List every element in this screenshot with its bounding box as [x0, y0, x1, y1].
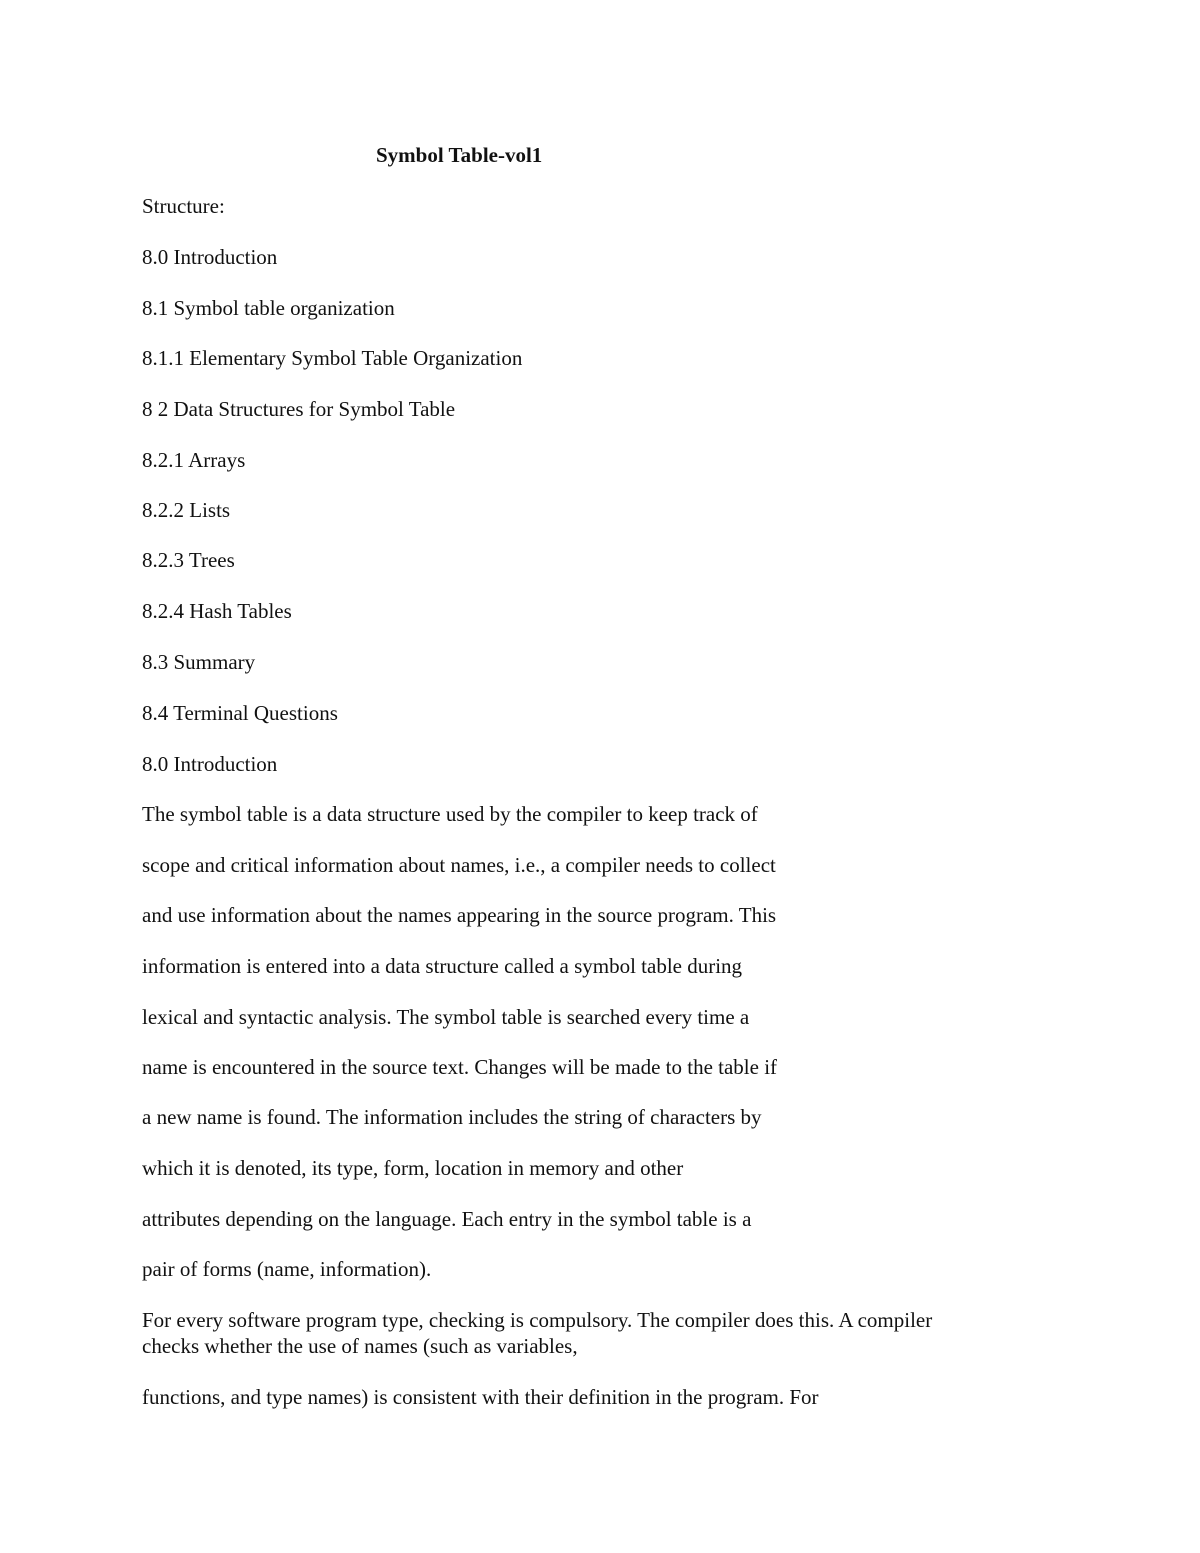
paragraph-line: lexical and syntactic analysis. The symbol table is searched every time a: [142, 1005, 750, 1029]
paragraph-line: The symbol table is a data structure used by the compiler to keep track of: [142, 802, 758, 826]
toc-item: 8.1 Symbol table organization: [142, 296, 395, 320]
document-title: Symbol Table-vol1: [376, 143, 543, 167]
paragraph-line: a new name is found. The information includes the string of characters by: [142, 1105, 762, 1129]
paragraph-line: and use information about the names appearing in the source program. This: [142, 903, 777, 927]
toc-item: 8.0 Introduction: [142, 245, 278, 269]
paragraph-line: scope and critical information about names, i.e., a compiler needs to collect: [142, 853, 776, 877]
paragraph-line: information is entered into a data structure called a symbol table during: [142, 954, 743, 978]
toc-item: 8 2 Data Structures for Symbol Table: [142, 397, 456, 421]
paragraph2-line: For every software program type, checking is compulsory. The compiler does this. A compiler: [142, 1308, 933, 1332]
paragraph-line: attributes depending on the language. Each entry in the symbol table is a: [142, 1207, 752, 1231]
paragraph-line: pair of forms (name, information).: [142, 1257, 432, 1281]
toc-item: 8.1.1 Elementary Symbol Table Organization: [142, 346, 523, 370]
paragraph2-line: functions, and type names) is consistent with their definition in the program. For: [142, 1385, 819, 1409]
toc-item: 8.2.1 Arrays: [142, 448, 246, 472]
paragraph-line: which it is denoted, its type, form, location in memory and other: [142, 1156, 684, 1180]
toc-item: 8.2.3 Trees: [142, 548, 235, 572]
section-heading: 8.0 Introduction: [142, 752, 278, 776]
paragraph-line: name is encountered in the source text. Changes will be made to the table if: [142, 1055, 778, 1079]
paragraph2-line: checks whether the use of names (such as variables,: [142, 1334, 578, 1358]
toc-item: 8.2.4 Hash Tables: [142, 599, 292, 623]
toc-item: 8.4 Terminal Questions: [142, 701, 338, 725]
structure-label: Structure:: [142, 194, 225, 218]
toc-item: 8.2.2 Lists: [142, 498, 231, 522]
toc-item: 8.3 Summary: [142, 650, 256, 674]
